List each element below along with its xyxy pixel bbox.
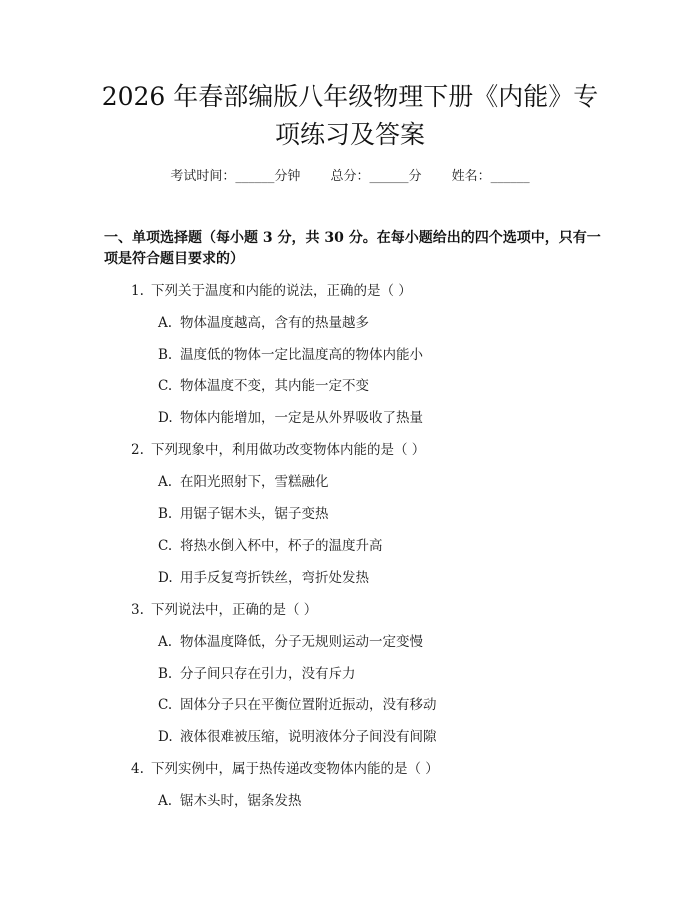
exam-meta <box>0 168 700 186</box>
question-4-option-a <box>158 791 302 811</box>
option-letter: A. <box>158 315 173 331</box>
question-2-option-a <box>158 472 329 492</box>
option-letter: A. <box>158 474 173 490</box>
option-text: 物体温度降低，分子无规则运动一定变慢 <box>180 634 423 650</box>
option-letter: D. <box>158 410 173 426</box>
question-1-option-b <box>158 345 423 365</box>
document-title <box>60 78 640 154</box>
option-letter: A. <box>158 634 173 650</box>
question-2-option-d <box>158 568 369 588</box>
question-2-option-c <box>158 536 383 556</box>
question-3-option-a <box>158 632 423 652</box>
option-text: 锯木头时，锯条发热 <box>180 793 302 809</box>
question-3-option-b <box>158 664 356 684</box>
option-text: 将热水倒入杯中，杯子的温度升高 <box>180 538 383 554</box>
option-letter: C. <box>158 378 173 394</box>
question-3-option-c <box>158 695 437 715</box>
option-text: 分子间只存在引力，没有斥力 <box>180 666 356 682</box>
option-letter: D. <box>158 729 173 745</box>
option-text: 液体很难被压缩，说明液体分子间没有间隙 <box>180 729 437 745</box>
question-number: 4. <box>131 761 144 777</box>
question-1-option-a <box>158 313 369 333</box>
question-3 <box>131 600 317 620</box>
question-2-option-b <box>158 504 329 524</box>
question-number: 1. <box>131 283 144 299</box>
question-stem: 下列关于温度和内能的说法，正确的是（ ） <box>151 283 412 299</box>
option-letter: B. <box>158 347 173 363</box>
option-letter: B. <box>158 506 173 522</box>
question-2 <box>131 440 425 460</box>
student-name-field: 姓名：______ <box>451 169 530 184</box>
option-letter: C. <box>158 538 173 554</box>
option-text: 用手反复弯折铁丝，弯折处发热 <box>180 570 369 586</box>
option-text: 固体分子只在平衡位置附近振动，没有移动 <box>180 697 437 713</box>
option-text: 用锯子锯木头，锯子变热 <box>180 506 329 522</box>
option-letter: A. <box>158 793 173 809</box>
title-line-1: 2026 年春部编版八年级物理下册《内能》专 <box>101 82 599 111</box>
question-stem: 下列说法中，正确的是（ ） <box>151 602 318 618</box>
question-1-option-c <box>158 376 369 396</box>
option-text: 温度低的物体一定比温度高的物体内能小 <box>180 347 423 363</box>
question-3-option-d <box>158 727 437 747</box>
option-text: 物体内能增加，一定是从外界吸收了热量 <box>180 410 423 426</box>
exam-time-field: 考试时间：______分钟 <box>170 169 301 184</box>
option-letter: B. <box>158 666 173 682</box>
question-stem: 下列现象中，利用做功改变物体内能的是（ ） <box>151 442 426 458</box>
option-letter: C. <box>158 697 173 713</box>
option-text: 在阳光照射下，雪糕融化 <box>180 474 329 490</box>
section-heading: 一、单项选择题（每小题 3 分，共 30 分。在每小题给出的四个选项中，只有一项是符合题目要求的） <box>104 230 601 267</box>
total-score-field: 总分：______分 <box>330 169 422 184</box>
question-1-option-d <box>158 408 423 428</box>
question-number: 3. <box>131 602 144 618</box>
title-line-2: 项练习及答案 <box>274 120 425 149</box>
question-number: 2. <box>131 442 144 458</box>
option-letter: D. <box>158 570 173 586</box>
option-text: 物体温度越高，含有的热量越多 <box>180 315 369 331</box>
question-4 <box>131 759 439 779</box>
question-1 <box>131 281 412 301</box>
option-text: 物体温度不变，其内能一定不变 <box>180 378 369 394</box>
question-stem: 下列实例中，属于热传递改变物体内能的是（ ） <box>151 761 439 777</box>
